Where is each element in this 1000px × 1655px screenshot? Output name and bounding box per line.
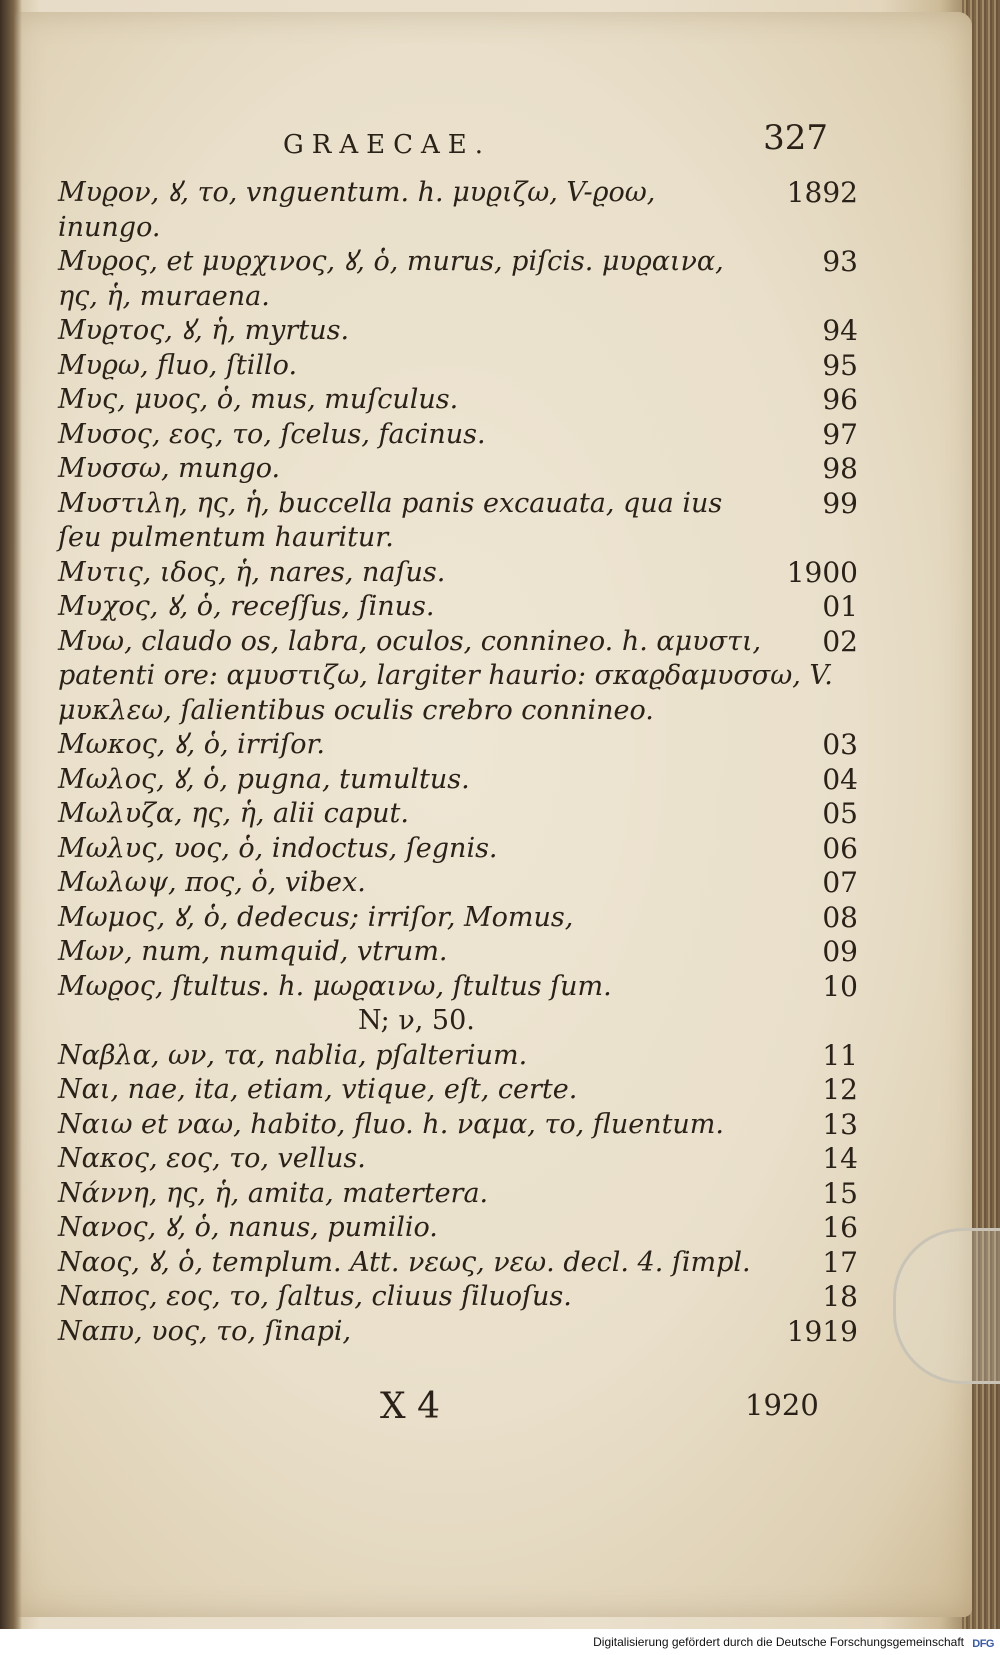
entry-line: [58, 1142, 858, 1177]
footer-bar: [0, 1629, 1000, 1655]
entry-line: [58, 1004, 858, 1039]
entry-number: 94: [822, 314, 858, 347]
entry-text: patenti ore: αμυστιζω, largiter haurio: σκαϱδαμυσσω, V.: [58, 660, 833, 691]
entry-line: [58, 1108, 858, 1143]
entry-text: Ναπυ, υος, το, ſinapi,: [58, 1315, 352, 1347]
entry-text: Μυϱτος, ꙋ, ἡ, myrtus.: [58, 315, 350, 346]
entry-line: [58, 763, 858, 798]
entry-text: Ναος, ꙋ, ὁ, templum. Att. νεως, νεω. decl. 4. ſimpl.: [58, 1246, 751, 1278]
entry-number: 02: [822, 624, 858, 658]
entry-line: [58, 970, 858, 1005]
signature-mark: X 4: [380, 1386, 440, 1427]
entry-text: Νανος, ꙋ, ὁ, nanus, pumilio.: [58, 1212, 438, 1243]
entry-line: [58, 1073, 858, 1108]
entry-line: [58, 521, 858, 556]
entry-text: Μυχος, ꙋ, ὁ, receſſus, ſinus.: [58, 591, 435, 622]
entry-line: [58, 418, 858, 453]
entry-number: 18: [822, 1280, 858, 1313]
entry-text: Μωϱος, ſtultus. h. μωϱαινω, ſtultus ſum.: [58, 970, 612, 1002]
entry-text: Μωλυς, υος, ὁ, indoctus, ſegnis.: [58, 832, 498, 864]
entry-text: μυκλεω, ſalientibus oculis crebro connineo.: [58, 694, 654, 726]
entry-number: 99: [822, 486, 858, 520]
entry-text: Μυσσω, mungo.: [58, 453, 281, 484]
entry-line: [58, 590, 858, 625]
entry-line: [58, 1280, 858, 1315]
dfg-logo: DFG: [972, 1638, 994, 1650]
entry-line: [58, 556, 858, 591]
entry-line: [58, 1211, 858, 1246]
entry-text: Νακος, εος, το, vellus.: [58, 1143, 366, 1174]
entry-number: 1900: [786, 555, 858, 589]
entry-number: 17: [822, 1245, 858, 1279]
entry-number: 15: [822, 1176, 858, 1210]
entry-number: 04: [822, 762, 858, 796]
entry-line: [58, 797, 858, 832]
entry-text: Μωμος, ꙋ, ὁ, dedecus; irriſor, Momus,: [58, 901, 574, 933]
entry-number: 01: [822, 590, 858, 623]
entry-number: 06: [822, 831, 858, 865]
funding-credit: Digitalisierung gefördert durch die Deutsche Forschungsgemeinschaft: [593, 1635, 964, 1649]
entry-line: [58, 832, 858, 867]
entry-number: 12: [822, 1073, 858, 1106]
entry-number: 1892: [786, 176, 858, 209]
entry-number: 09: [822, 935, 858, 968]
book-spine: [0, 0, 22, 1655]
entry-text: Μυτις, ιδος, ἡ, nares, naſus.: [58, 556, 446, 588]
entry-number: 08: [822, 900, 858, 934]
entry-text: Νάννη, ης, ἡ, amita, matertera.: [58, 1177, 489, 1209]
entry-line: [58, 694, 858, 729]
entry-line: [58, 625, 858, 660]
entry-line: [58, 1177, 858, 1212]
entry-number: 96: [822, 383, 858, 416]
entry-text: Μωλωψ, πος, ὁ, vibex.: [58, 867, 366, 898]
page-header: [58, 118, 828, 166]
entry-line: [58, 1315, 858, 1350]
entry-text: inungo.: [58, 211, 161, 243]
entry-number: 1919: [786, 1314, 858, 1348]
entry-text: Μυϱος, et μυϱχινος, ꙋ, ὁ, murus, piſcis. μυϱαινα,: [58, 246, 724, 277]
entry-text: Ναι, nae, ita, etiam, vtique, eſt, certe.: [58, 1074, 578, 1105]
dictionary-entries: [58, 176, 858, 1349]
entry-line: [58, 1039, 858, 1074]
entry-number: 10: [822, 969, 858, 1003]
entry-line: [58, 452, 858, 487]
entry-number: 95: [822, 348, 858, 382]
entry-line: [58, 211, 858, 246]
entry-text: Μυϱω, fluo, ſtillo.: [58, 349, 298, 381]
catchword-number: 1920: [745, 1388, 819, 1422]
entry-number: 11: [822, 1038, 858, 1072]
entry-text: Ναπος, εος, το, ſaltus, cliuus ſiluoſus.: [58, 1281, 572, 1312]
entry-number: 03: [822, 728, 858, 761]
page-number: 327: [763, 118, 828, 158]
entry-line: [58, 1246, 858, 1281]
entry-line: [58, 728, 858, 763]
entry-line: [58, 866, 858, 901]
entry-number: 13: [822, 1107, 858, 1141]
running-title: GRAECAE.: [283, 130, 492, 160]
entry-text: ης, ἡ, muraena.: [58, 280, 270, 312]
entry-line: [58, 245, 858, 280]
entry-text: Μωλος, ꙋ, ὁ, pugna, tumultus.: [58, 763, 470, 795]
entry-number: 16: [822, 1211, 858, 1244]
entry-text: Μωκος, ꙋ, ὁ, irriſor.: [58, 729, 326, 760]
entry-line: [58, 314, 858, 349]
entry-line: [58, 935, 858, 970]
entry-number: 98: [822, 452, 858, 485]
entry-text: Ναιω et ναω, habito, fluo. h. ναμα, το, fluentum.: [58, 1108, 724, 1140]
entry-text: Μυς, μυος, ὁ, mus, muſculus.: [58, 384, 459, 415]
entry-text: Μυστιλη, ης, ἡ, buccella panis excauata, qua ius: [58, 487, 723, 519]
entry-line: [58, 901, 858, 936]
entry-line: [58, 487, 858, 522]
entry-text: ſeu pulmentum hauritur.: [58, 522, 394, 553]
entry-number: 05: [822, 797, 858, 830]
entry-number: 93: [822, 245, 858, 278]
entry-text: Μυω, claudo os, labra, oculos, connineo. h. αμυστι,: [58, 625, 762, 657]
entry-text: Μων, num, numquid, vtrum.: [58, 936, 448, 967]
entry-line: [58, 659, 858, 694]
entry-text: Ναβλα, ων, τα, nablia, pſalterium.: [58, 1039, 528, 1071]
entry-text: Μωλυζα, ης, ἡ, alii caput.: [58, 798, 409, 829]
entry-line: [58, 383, 858, 418]
entry-text: Μυσος, εος, το, ſcelus, facinus.: [58, 418, 486, 450]
entry-line: [58, 176, 858, 211]
section-heading: N; ν, 50.: [358, 1005, 475, 1036]
entry-line: [58, 349, 858, 384]
entry-text: Μυϱον, ꙋ, το, vnguentum. h. μυϱιζω, V-ϱοω,: [58, 177, 656, 208]
entry-line: [58, 280, 858, 315]
entry-number: 97: [822, 417, 858, 451]
entry-number: 14: [822, 1142, 858, 1175]
entry-number: 07: [822, 866, 858, 899]
